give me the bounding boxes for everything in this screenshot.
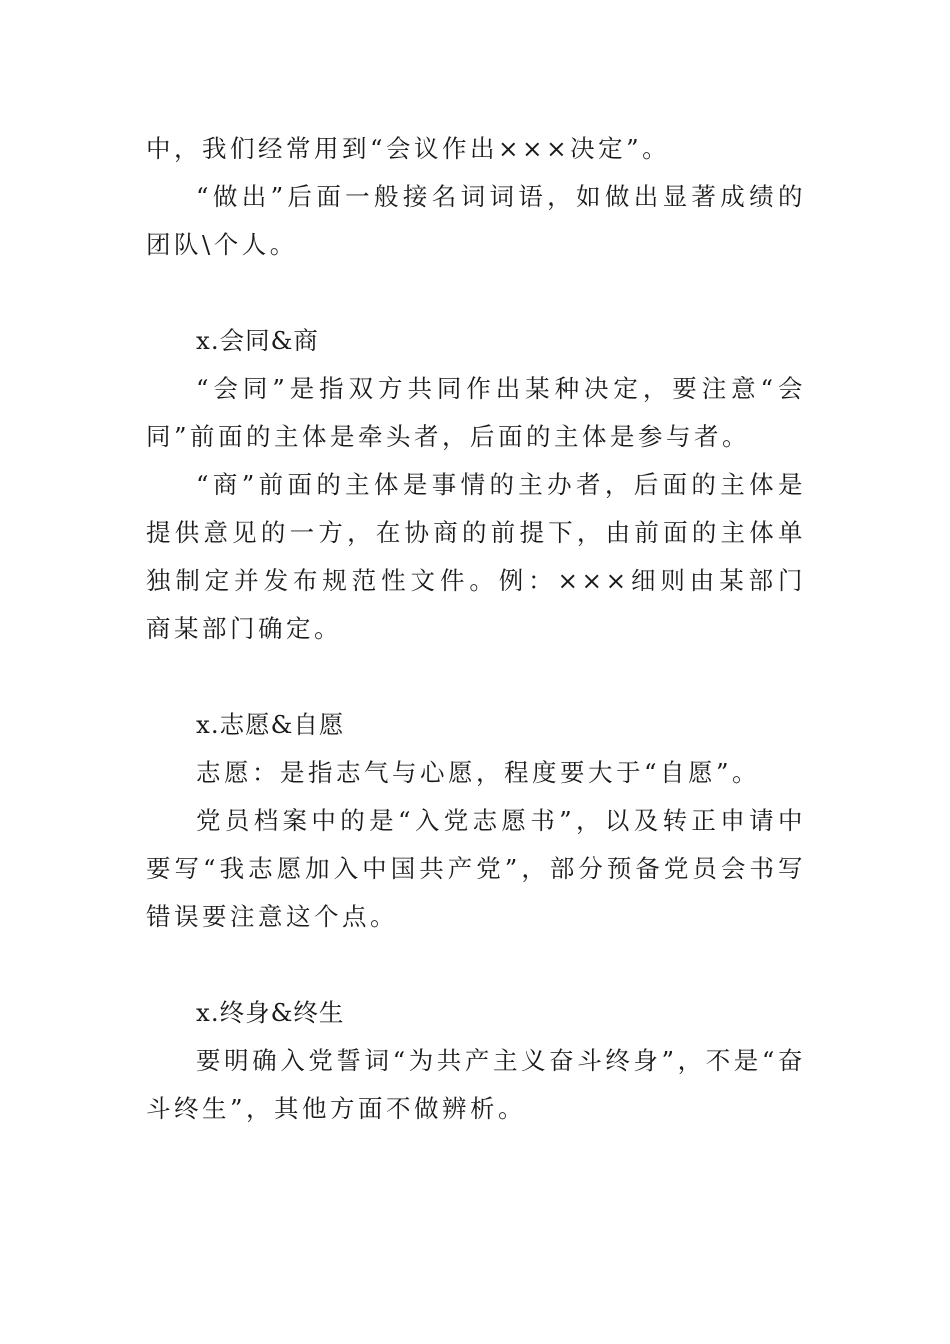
paragraph-zhiyuan-definition: 志愿：是指志气与心愿，程度要大于“自愿”。 (196, 758, 761, 787)
paragraph-zhiyuan-example: 党员档案中的是“入党志愿书”，以及转正申请中要写“我志愿加入中国共产党”，部分预备党员会书写错误要注意这个点。 (146, 806, 806, 931)
paragraph-huitong: “会同”是指双方共同作出某种决定，要注意“会同”前面的主体是牵头者，后面的主体是参与者。 (146, 374, 806, 451)
section-heading-zhongshen: x.终身&终生 (196, 998, 345, 1027)
section-heading-zhiyuan: x.志愿&自愿 (196, 710, 345, 739)
section-heading-huitong: x.会同&商 (196, 326, 319, 355)
paragraph-zhongshen: 要明确入党誓词“为共产主义奋斗终身”，不是“奋斗终生”，其他方面不做辨析。 (146, 1046, 806, 1123)
document-body (146, 125, 806, 1133)
paragraph-continuation: 中，我们经常用到“会议作出×××决定”。 (146, 134, 671, 163)
paragraph-shang: “商”前面的主体是事情的主办者，后面的主体是提供意见的一方，在协商的前提下，由前面的主体单独制定并发布规范性文件。例：×××细则由某部门商某部门确定。 (146, 470, 806, 643)
paragraph-zuochu: “做出”后面一般接名词词语，如做出显著成绩的团队\个人。 (146, 182, 806, 259)
